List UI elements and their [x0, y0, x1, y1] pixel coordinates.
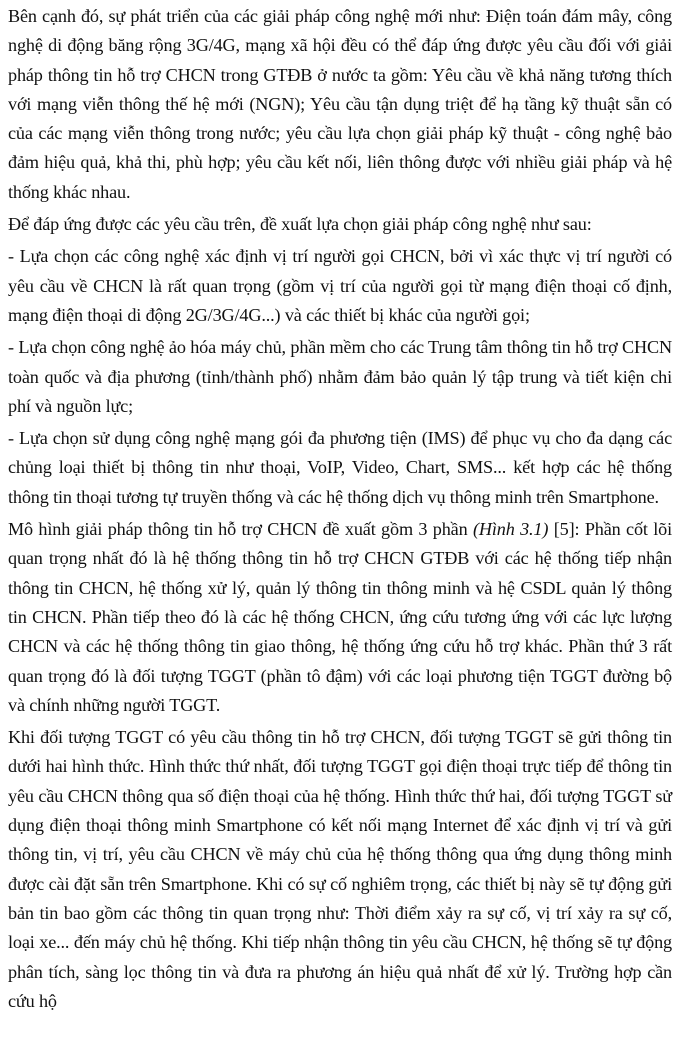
list-item-location-tech: - Lựa chọn các công nghệ xác định vị trí người gọi CHCN, bởi vì xác thực vị trí người có yêu cầu về CHCN là rất quan trọng (gồm vị trí của người gọi từ mạng điện thoại cố định, mạng điện thoại di động 2G/3G/4G...) và các thiết bị khác của người gọi;	[8, 246, 672, 325]
paragraph-request-forms: Khi đối tượng TGGT có yêu cầu thông tin hỗ trợ CHCN, đối tượng TGGT sẽ gửi thông tin dưới hai hình thức. Hình thức thứ nhất, đối tượng TGGT gọi điện thoại trực tiếp để thông tin yêu cầu CHCN thông qua số điện thoại của hệ thống. Hình thức thứ hai, đối tượng TGGT sử dụng điện thoại thông minh Smartphone có kết nối mạng Internet để xác định vị trí và gửi thông tin, vị trí, yêu cầu CHCN về máy chủ của hệ thống thông qua ứng dụng thông minh được cài đặt sẵn trên Smartphone. Khi có sự cố nghiêm trọng, các thiết bị này sẽ tự động gửi bản tin bao gồm các thông tin quan trọng như: Thời điểm xảy ra sự cố, vị trí xảy ra sự cố, loại xe... đến máy chủ hệ thống. Khi tiếp nhận thông tin yêu cầu CHCN, hệ thống sẽ tự động phân tích, sàng lọc thông tin và đưa ra phương án hiệu quả nhất để xử lý. Trường hợp cần cứu hộ	[8, 727, 672, 1011]
paragraph-intro: Bên cạnh đó, sự phát triển của các giải pháp công nghệ mới như: Điện toán đám mây, công nghệ di động băng rộng 3G/4G, mạng xã hội đều có thể đáp ứng được yêu cầu đối với giải pháp thông tin hỗ trợ CHCN trong GTĐB ở nước ta gồm: Yêu cầu về khả năng tương thích với mạng viễn thông thế hệ mới (NGN); Yêu cầu tận dụng triệt để hạ tầng kỹ thuật sẵn có của các mạng viễn thông trong nước; yêu cầu lựa chọn giải pháp kỹ thuật - công nghệ bảo đảm hiệu quả, khả thi, phù hợp; yêu cầu kết nối, liên thông được với nhiều giải pháp và hệ thống khác nhau.	[8, 6, 672, 202]
list-item-virtualization: - Lựa chọn công nghệ ảo hóa máy chủ, phần mềm cho các Trung tâm thông tin hỗ trợ CHCN toàn quốc và địa phương (tỉnh/thành phố) nhằm đảm bảo quản lý tập trung và tiết kiện chi phí và nguồn lực;	[8, 337, 672, 416]
model-text-start: Mô hình giải pháp thông tin hỗ trợ CHCN đề xuất gồm 3 phần	[8, 519, 473, 540]
paragraph-proposal-lead: Để đáp ứng được các yêu cầu trên, đề xuất lựa chọn giải pháp công nghệ như sau:	[8, 214, 592, 235]
model-text-end: [5]: Phần cốt lõi quan trọng nhất đó là hệ thống thông tin hỗ trợ CHCN GTĐB với các hệ thống tiếp nhận thông tin CHCN, hệ thống xử lý, quản lý thông tin thông minh và hệ CSDL quản lý thông tin CHCN. Phần tiếp theo đó là các hệ thống CHCN, ứng cứu tương ứng với các lực lượng CHCN và các hệ thống thông tin giao thông, hệ thống ứng cứu hỗ trợ khác. Phần thứ 3 rất quan trọng đó là đối tượng TGGT (phần tô đậm) với các loại phương tiện TGGT đường bộ và chính những người TGGT.	[8, 519, 672, 715]
figure-reference: (Hình 3.1)	[472, 519, 549, 540]
paragraph-model	[8, 515, 672, 720]
list-item-ims: - Lựa chọn sử dụng công nghệ mạng gói đa phương tiện (IMS) để phục vụ cho đa dạng các chủng loại thiết bị thông tin như thoại, VoIP, Video, Chart, SMS... kết hợp các hệ thống thông tin thoại tương tự truyền thống và các hệ thống dịch vụ thông minh trên Smartphone.	[8, 428, 672, 507]
